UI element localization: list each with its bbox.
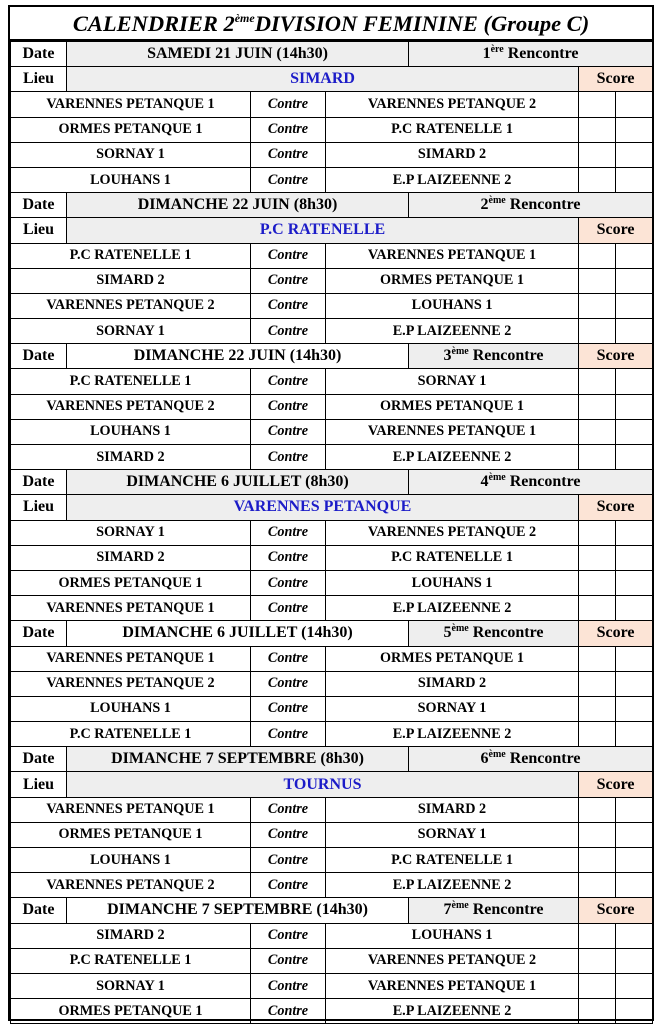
versus-label: Contre [251, 797, 326, 822]
round-date: DIMANCHE 6 JUILLET (8h30) [67, 470, 409, 495]
home-score-cell[interactable] [579, 445, 616, 470]
match-row [11, 923, 653, 948]
home-team: LOUHANS 1 [11, 696, 251, 721]
round-number-value: 6 [480, 750, 489, 768]
away-score-cell[interactable] [616, 243, 653, 268]
date-label: Date [11, 747, 67, 772]
match-row [11, 268, 653, 293]
home-team: P.C RATENELLE 1 [11, 722, 251, 747]
round-number [409, 42, 653, 67]
round-date-row [11, 42, 653, 67]
home-team: SORNAY 1 [11, 319, 251, 344]
away-score-cell[interactable] [616, 873, 653, 898]
round-date-row [11, 344, 653, 369]
round-number-value: 7 [443, 901, 452, 919]
date-label: Date [11, 898, 67, 923]
versus-label: Contre [251, 520, 326, 545]
score-label: Score [579, 898, 653, 923]
home-score-cell[interactable] [579, 797, 616, 822]
round-date: DIMANCHE 6 JUILLET (14h30) [67, 621, 409, 646]
away-score-cell[interactable] [616, 319, 653, 344]
home-score-cell[interactable] [579, 646, 616, 671]
home-team: VARENNES PETANQUE 2 [11, 671, 251, 696]
round-place-row [11, 67, 653, 92]
round-number [409, 193, 653, 218]
home-score-cell[interactable] [579, 822, 616, 847]
round-number-sup: ème [488, 749, 506, 761]
away-score-cell[interactable] [616, 142, 653, 167]
versus-label: Contre [251, 394, 326, 419]
round-place: VARENNES PETANQUE [67, 495, 579, 520]
home-score-cell[interactable] [579, 419, 616, 444]
round-number-text: Rencontre [468, 347, 544, 365]
match-row [11, 142, 653, 167]
away-team: ORMES PETANQUE 1 [326, 646, 579, 671]
home-team: ORMES PETANQUE 1 [11, 822, 251, 847]
home-score-cell[interactable] [579, 92, 616, 117]
home-score-cell[interactable] [579, 369, 616, 394]
home-score-cell[interactable] [579, 268, 616, 293]
round-number-sup: ème [451, 623, 469, 635]
away-score-cell[interactable] [616, 973, 653, 998]
versus-label: Contre [251, 319, 326, 344]
away-score-cell[interactable] [616, 445, 653, 470]
away-team: P.C RATENELLE 1 [326, 117, 579, 142]
match-row [11, 419, 653, 444]
round-number-sup: ème [488, 472, 506, 484]
calendar-sheet [8, 5, 654, 1021]
round-place-row [11, 772, 653, 797]
away-team: VARENNES PETANQUE 1 [326, 243, 579, 268]
home-team: SIMARD 2 [11, 268, 251, 293]
round-number [409, 344, 579, 369]
away-score-cell[interactable] [616, 268, 653, 293]
match-row [11, 167, 653, 192]
away-score-cell[interactable] [616, 999, 653, 1024]
versus-label: Contre [251, 117, 326, 142]
versus-label: Contre [251, 873, 326, 898]
date-label: Date [11, 193, 67, 218]
versus-label: Contre [251, 243, 326, 268]
home-team: SIMARD 2 [11, 545, 251, 570]
home-team: VARENNES PETANQUE 2 [11, 873, 251, 898]
home-team: ORMES PETANQUE 1 [11, 999, 251, 1024]
match-row [11, 570, 653, 595]
match-row [11, 445, 653, 470]
score-label: Score [579, 621, 653, 646]
away-team: SIMARD 2 [326, 797, 579, 822]
away-team: LOUHANS 1 [326, 570, 579, 595]
match-row [11, 117, 653, 142]
match-row [11, 696, 653, 721]
away-team: VARENNES PETANQUE 2 [326, 520, 579, 545]
versus-label: Contre [251, 445, 326, 470]
score-label: Score [579, 344, 653, 369]
versus-label: Contre [251, 722, 326, 747]
home-team: VARENNES PETANQUE 1 [11, 646, 251, 671]
lieu-label: Lieu [11, 218, 67, 243]
match-row [11, 92, 653, 117]
away-score-cell[interactable] [616, 545, 653, 570]
lieu-label: Lieu [11, 495, 67, 520]
away-team: SORNAY 1 [326, 822, 579, 847]
home-score-cell[interactable] [579, 848, 616, 873]
date-label: Date [11, 42, 67, 67]
date-label: Date [11, 344, 67, 369]
away-team: SORNAY 1 [326, 696, 579, 721]
away-score-cell[interactable] [616, 948, 653, 973]
match-row [11, 797, 653, 822]
away-team: P.C RATENELLE 1 [326, 545, 579, 570]
schedule-body [11, 42, 653, 1024]
away-team: E.P LAIZEENNE 2 [326, 445, 579, 470]
date-label: Date [11, 470, 67, 495]
away-team: ORMES PETANQUE 1 [326, 268, 579, 293]
home-team: P.C RATENELLE 1 [11, 369, 251, 394]
versus-label: Contre [251, 671, 326, 696]
match-row [11, 394, 653, 419]
round-number [409, 747, 653, 772]
away-score-cell[interactable] [616, 520, 653, 545]
versus-label: Contre [251, 596, 326, 621]
away-score-cell[interactable] [616, 369, 653, 394]
away-team: SORNAY 1 [326, 369, 579, 394]
home-team: SORNAY 1 [11, 520, 251, 545]
home-team: SORNAY 1 [11, 973, 251, 998]
home-score-cell[interactable] [579, 973, 616, 998]
away-team: LOUHANS 1 [326, 923, 579, 948]
match-row [11, 293, 653, 318]
away-team: VARENNES PETANQUE 1 [326, 419, 579, 444]
round-place: TOURNUS [67, 772, 579, 797]
away-score-cell[interactable] [616, 92, 653, 117]
home-score-cell[interactable] [579, 999, 616, 1024]
round-date-row [11, 470, 653, 495]
score-label: Score [579, 67, 653, 92]
home-team: VARENNES PETANQUE 1 [11, 797, 251, 822]
score-label: Score [579, 772, 653, 797]
away-team: ORMES PETANQUE 1 [326, 394, 579, 419]
round-number [409, 898, 579, 923]
away-team: SIMARD 2 [326, 671, 579, 696]
round-number-value: 2 [480, 196, 489, 214]
round-number-text: Rencontre [503, 45, 579, 63]
versus-label: Contre [251, 167, 326, 192]
home-team: LOUHANS 1 [11, 419, 251, 444]
away-team: E.P LAIZEENNE 2 [326, 722, 579, 747]
away-score-cell[interactable] [616, 822, 653, 847]
home-score-cell[interactable] [579, 167, 616, 192]
match-row [11, 545, 653, 570]
away-score-cell[interactable] [616, 293, 653, 318]
home-score-cell[interactable] [579, 142, 616, 167]
round-number [409, 470, 653, 495]
round-date-row [11, 193, 653, 218]
home-score-cell[interactable] [579, 722, 616, 747]
away-score-cell[interactable] [616, 419, 653, 444]
round-place-row [11, 218, 653, 243]
match-row [11, 369, 653, 394]
away-score-cell[interactable] [616, 167, 653, 192]
away-team: VARENNES PETANQUE 2 [326, 92, 579, 117]
title-sup: ème [234, 11, 255, 25]
versus-label: Contre [251, 268, 326, 293]
home-score-cell[interactable] [579, 570, 616, 595]
round-number-text: Rencontre [505, 473, 581, 491]
versus-label: Contre [251, 822, 326, 847]
home-score-cell[interactable] [579, 293, 616, 318]
home-score-cell[interactable] [579, 948, 616, 973]
away-score-cell[interactable] [616, 848, 653, 873]
match-row [11, 646, 653, 671]
round-number-value: 1 [482, 45, 491, 63]
round-date-row [11, 621, 653, 646]
versus-label: Contre [251, 92, 326, 117]
round-place: P.C RATENELLE [67, 218, 579, 243]
home-team: LOUHANS 1 [11, 848, 251, 873]
round-number-sup: ème [451, 900, 469, 912]
title-text-end: DIVISION FEMININE (Groupe C) [254, 11, 590, 36]
versus-label: Contre [251, 142, 326, 167]
home-team: ORMES PETANQUE 1 [11, 570, 251, 595]
versus-label: Contre [251, 369, 326, 394]
match-row [11, 596, 653, 621]
round-number-value: 3 [443, 347, 452, 365]
match-row [11, 243, 653, 268]
round-number-sup: ème [451, 346, 469, 358]
lieu-label: Lieu [11, 772, 67, 797]
match-row [11, 520, 653, 545]
round-place-row [11, 495, 653, 520]
versus-label: Contre [251, 570, 326, 595]
versus-label: Contre [251, 545, 326, 570]
away-team: E.P LAIZEENNE 2 [326, 319, 579, 344]
versus-label: Contre [251, 293, 326, 318]
home-score-cell[interactable] [579, 671, 616, 696]
title-text: CALENDRIER 2 [72, 11, 235, 36]
home-score-cell[interactable] [579, 545, 616, 570]
match-row [11, 948, 653, 973]
away-team: LOUHANS 1 [326, 293, 579, 318]
round-number-sup: ème [488, 195, 506, 207]
home-score-cell[interactable] [579, 520, 616, 545]
versus-label: Contre [251, 923, 326, 948]
score-label: Score [579, 218, 653, 243]
versus-label: Contre [251, 696, 326, 721]
home-score-cell[interactable] [579, 319, 616, 344]
away-team: E.P LAIZEENNE 2 [326, 873, 579, 898]
home-team: ORMES PETANQUE 1 [11, 117, 251, 142]
home-team: SIMARD 2 [11, 923, 251, 948]
round-number [409, 621, 579, 646]
away-team: E.P LAIZEENNE 2 [326, 999, 579, 1024]
home-score-cell[interactable] [579, 923, 616, 948]
lieu-label: Lieu [11, 67, 67, 92]
away-team: VARENNES PETANQUE 2 [326, 948, 579, 973]
round-date: DIMANCHE 7 SEPTEMBRE (8h30) [67, 747, 409, 772]
versus-label: Contre [251, 646, 326, 671]
home-team: VARENNES PETANQUE 1 [11, 596, 251, 621]
round-number-value: 4 [480, 473, 489, 491]
round-date: DIMANCHE 22 JUIN (14h30) [67, 344, 409, 369]
away-score-cell[interactable] [616, 696, 653, 721]
score-label: Score [579, 495, 653, 520]
away-score-cell[interactable] [616, 570, 653, 595]
versus-label: Contre [251, 848, 326, 873]
versus-label: Contre [251, 948, 326, 973]
away-score-cell[interactable] [616, 797, 653, 822]
home-team: P.C RATENELLE 1 [11, 948, 251, 973]
home-score-cell[interactable] [579, 117, 616, 142]
home-team: VARENNES PETANQUE 2 [11, 394, 251, 419]
away-score-cell[interactable] [616, 923, 653, 948]
home-team: LOUHANS 1 [11, 167, 251, 192]
home-team: P.C RATENELLE 1 [11, 243, 251, 268]
match-row [11, 822, 653, 847]
home-team: VARENNES PETANQUE 2 [11, 293, 251, 318]
calendar-title [10, 7, 652, 41]
away-team: P.C RATENELLE 1 [326, 848, 579, 873]
home-team: SIMARD 2 [11, 445, 251, 470]
round-number-sup: ère [490, 44, 504, 56]
round-date: DIMANCHE 7 SEPTEMBRE (14h30) [67, 898, 409, 923]
round-number-text: Rencontre [505, 196, 581, 214]
home-team: SORNAY 1 [11, 142, 251, 167]
versus-label: Contre [251, 419, 326, 444]
round-number-value: 5 [443, 624, 452, 642]
away-score-cell[interactable] [616, 596, 653, 621]
home-team: VARENNES PETANQUE 1 [11, 92, 251, 117]
match-row [11, 671, 653, 696]
match-row [11, 873, 653, 898]
home-score-cell[interactable] [579, 696, 616, 721]
match-row [11, 973, 653, 998]
match-row [11, 722, 653, 747]
match-row [11, 848, 653, 873]
away-score-cell[interactable] [616, 117, 653, 142]
home-score-cell[interactable] [579, 394, 616, 419]
away-score-cell[interactable] [616, 394, 653, 419]
round-date: SAMEDI 21 JUIN (14h30) [67, 42, 409, 67]
versus-label: Contre [251, 999, 326, 1024]
away-score-cell[interactable] [616, 646, 653, 671]
match-row [11, 999, 653, 1024]
away-team: SIMARD 2 [326, 142, 579, 167]
round-number-text: Rencontre [468, 901, 544, 919]
round-number-text: Rencontre [468, 624, 544, 642]
schedule-table [10, 41, 653, 1024]
away-score-cell[interactable] [616, 671, 653, 696]
away-team: E.P LAIZEENNE 2 [326, 167, 579, 192]
away-team: E.P LAIZEENNE 2 [326, 596, 579, 621]
match-row [11, 319, 653, 344]
versus-label: Contre [251, 973, 326, 998]
away-team: VARENNES PETANQUE 1 [326, 973, 579, 998]
round-date-row [11, 747, 653, 772]
home-score-cell[interactable] [579, 873, 616, 898]
round-place: SIMARD [67, 67, 579, 92]
date-label: Date [11, 621, 67, 646]
home-score-cell[interactable] [579, 596, 616, 621]
round-date: DIMANCHE 22 JUIN (8h30) [67, 193, 409, 218]
round-number-text: Rencontre [505, 750, 581, 768]
home-score-cell[interactable] [579, 243, 616, 268]
away-score-cell[interactable] [616, 722, 653, 747]
round-date-row [11, 898, 653, 923]
